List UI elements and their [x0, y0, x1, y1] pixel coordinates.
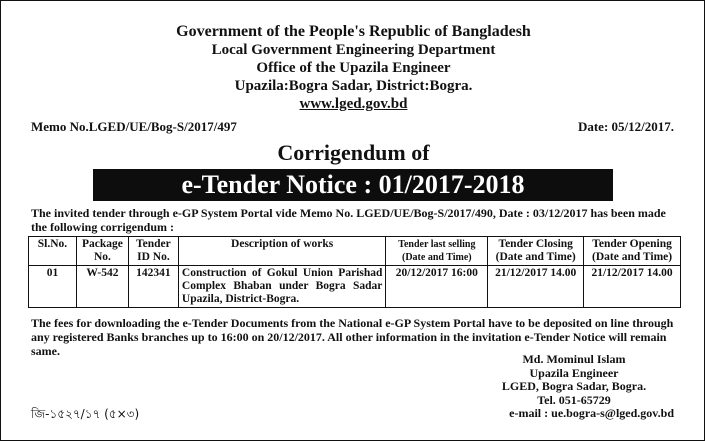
signatory-email: e-mail : ue.bogra-s@lged.gov.bd	[509, 406, 674, 420]
header-closing: Tender Closing (Date and Time)	[488, 237, 584, 266]
corrigendum-table	[28, 236, 681, 308]
header-website: www.lged.gov.bd	[299, 96, 408, 112]
header-office: Office of the Upazila Engineer	[256, 60, 451, 76]
notice-title-banner: e-Tender Notice : 01/2017-2018	[93, 169, 613, 201]
memo-number: Memo No.LGED/UE/Bog-S/2017/497	[31, 119, 237, 134]
table-header-row	[29, 237, 681, 266]
header-last-selling: Tender last selling (Date and Time)	[386, 237, 488, 266]
cell-description: Construction of Gokul Union Parishad Complex Bhaban under Bogra Sadar Upazila, District-Bogra.	[178, 266, 386, 308]
header-location: Upazila:Bogra Sadar, District:Bogra.	[234, 78, 473, 94]
table-row	[29, 266, 681, 308]
print-code: জি-১৫২৭/১৭ (৫×৩)	[31, 407, 140, 421]
cell-closing: 21/12/2017 14.00	[488, 266, 584, 308]
header-tender-id: Tender ID No.	[128, 237, 178, 266]
cell-opening: 21/12/2017 14.00	[584, 266, 681, 308]
memo-date: Date: 05/12/2017.	[577, 119, 674, 134]
header-description: Description of works	[178, 237, 386, 266]
intro-text: The invited tender through e-GP System Portal vide Memo No. LGED/UE/Bog-S/2017/490, Date : 03/12/2017 has been made the following corrigendum :	[31, 206, 666, 234]
signature-block	[474, 353, 674, 407]
header-sl: Sl.No.	[29, 237, 77, 266]
signatory-name: Md. Mominul Islam	[522, 352, 626, 366]
header-government: Government of the People's Republic of Bangladesh	[176, 23, 531, 40]
header-opening: Tender Opening (Date and Time)	[584, 237, 681, 266]
header-package: Package No.	[76, 237, 128, 266]
cell-tender-id: 142341	[128, 266, 178, 308]
corrigendum-title: Corrigendum of	[277, 140, 430, 165]
cell-last-selling: 20/12/2017 16:00	[386, 266, 488, 308]
header-department: Local Government Engineering Department	[211, 42, 496, 58]
fees-text: The fees for downloading the e-Tender Documents from the National e-GP System Portal have to be deposited on line through any registered Banks branches up to 16:00 on 20/12/2017. All other information in the invitation e-Tender Notice will remain same.	[31, 316, 674, 358]
cell-sl: 01	[29, 266, 77, 308]
cell-package: W-542	[76, 266, 128, 308]
signatory-title: Upazila Engineer	[529, 365, 619, 380]
signatory-office: LGED, Bogra Sadar, Bogra.	[501, 379, 647, 393]
signatory-tel: Tel. 051-65729	[537, 392, 611, 407]
